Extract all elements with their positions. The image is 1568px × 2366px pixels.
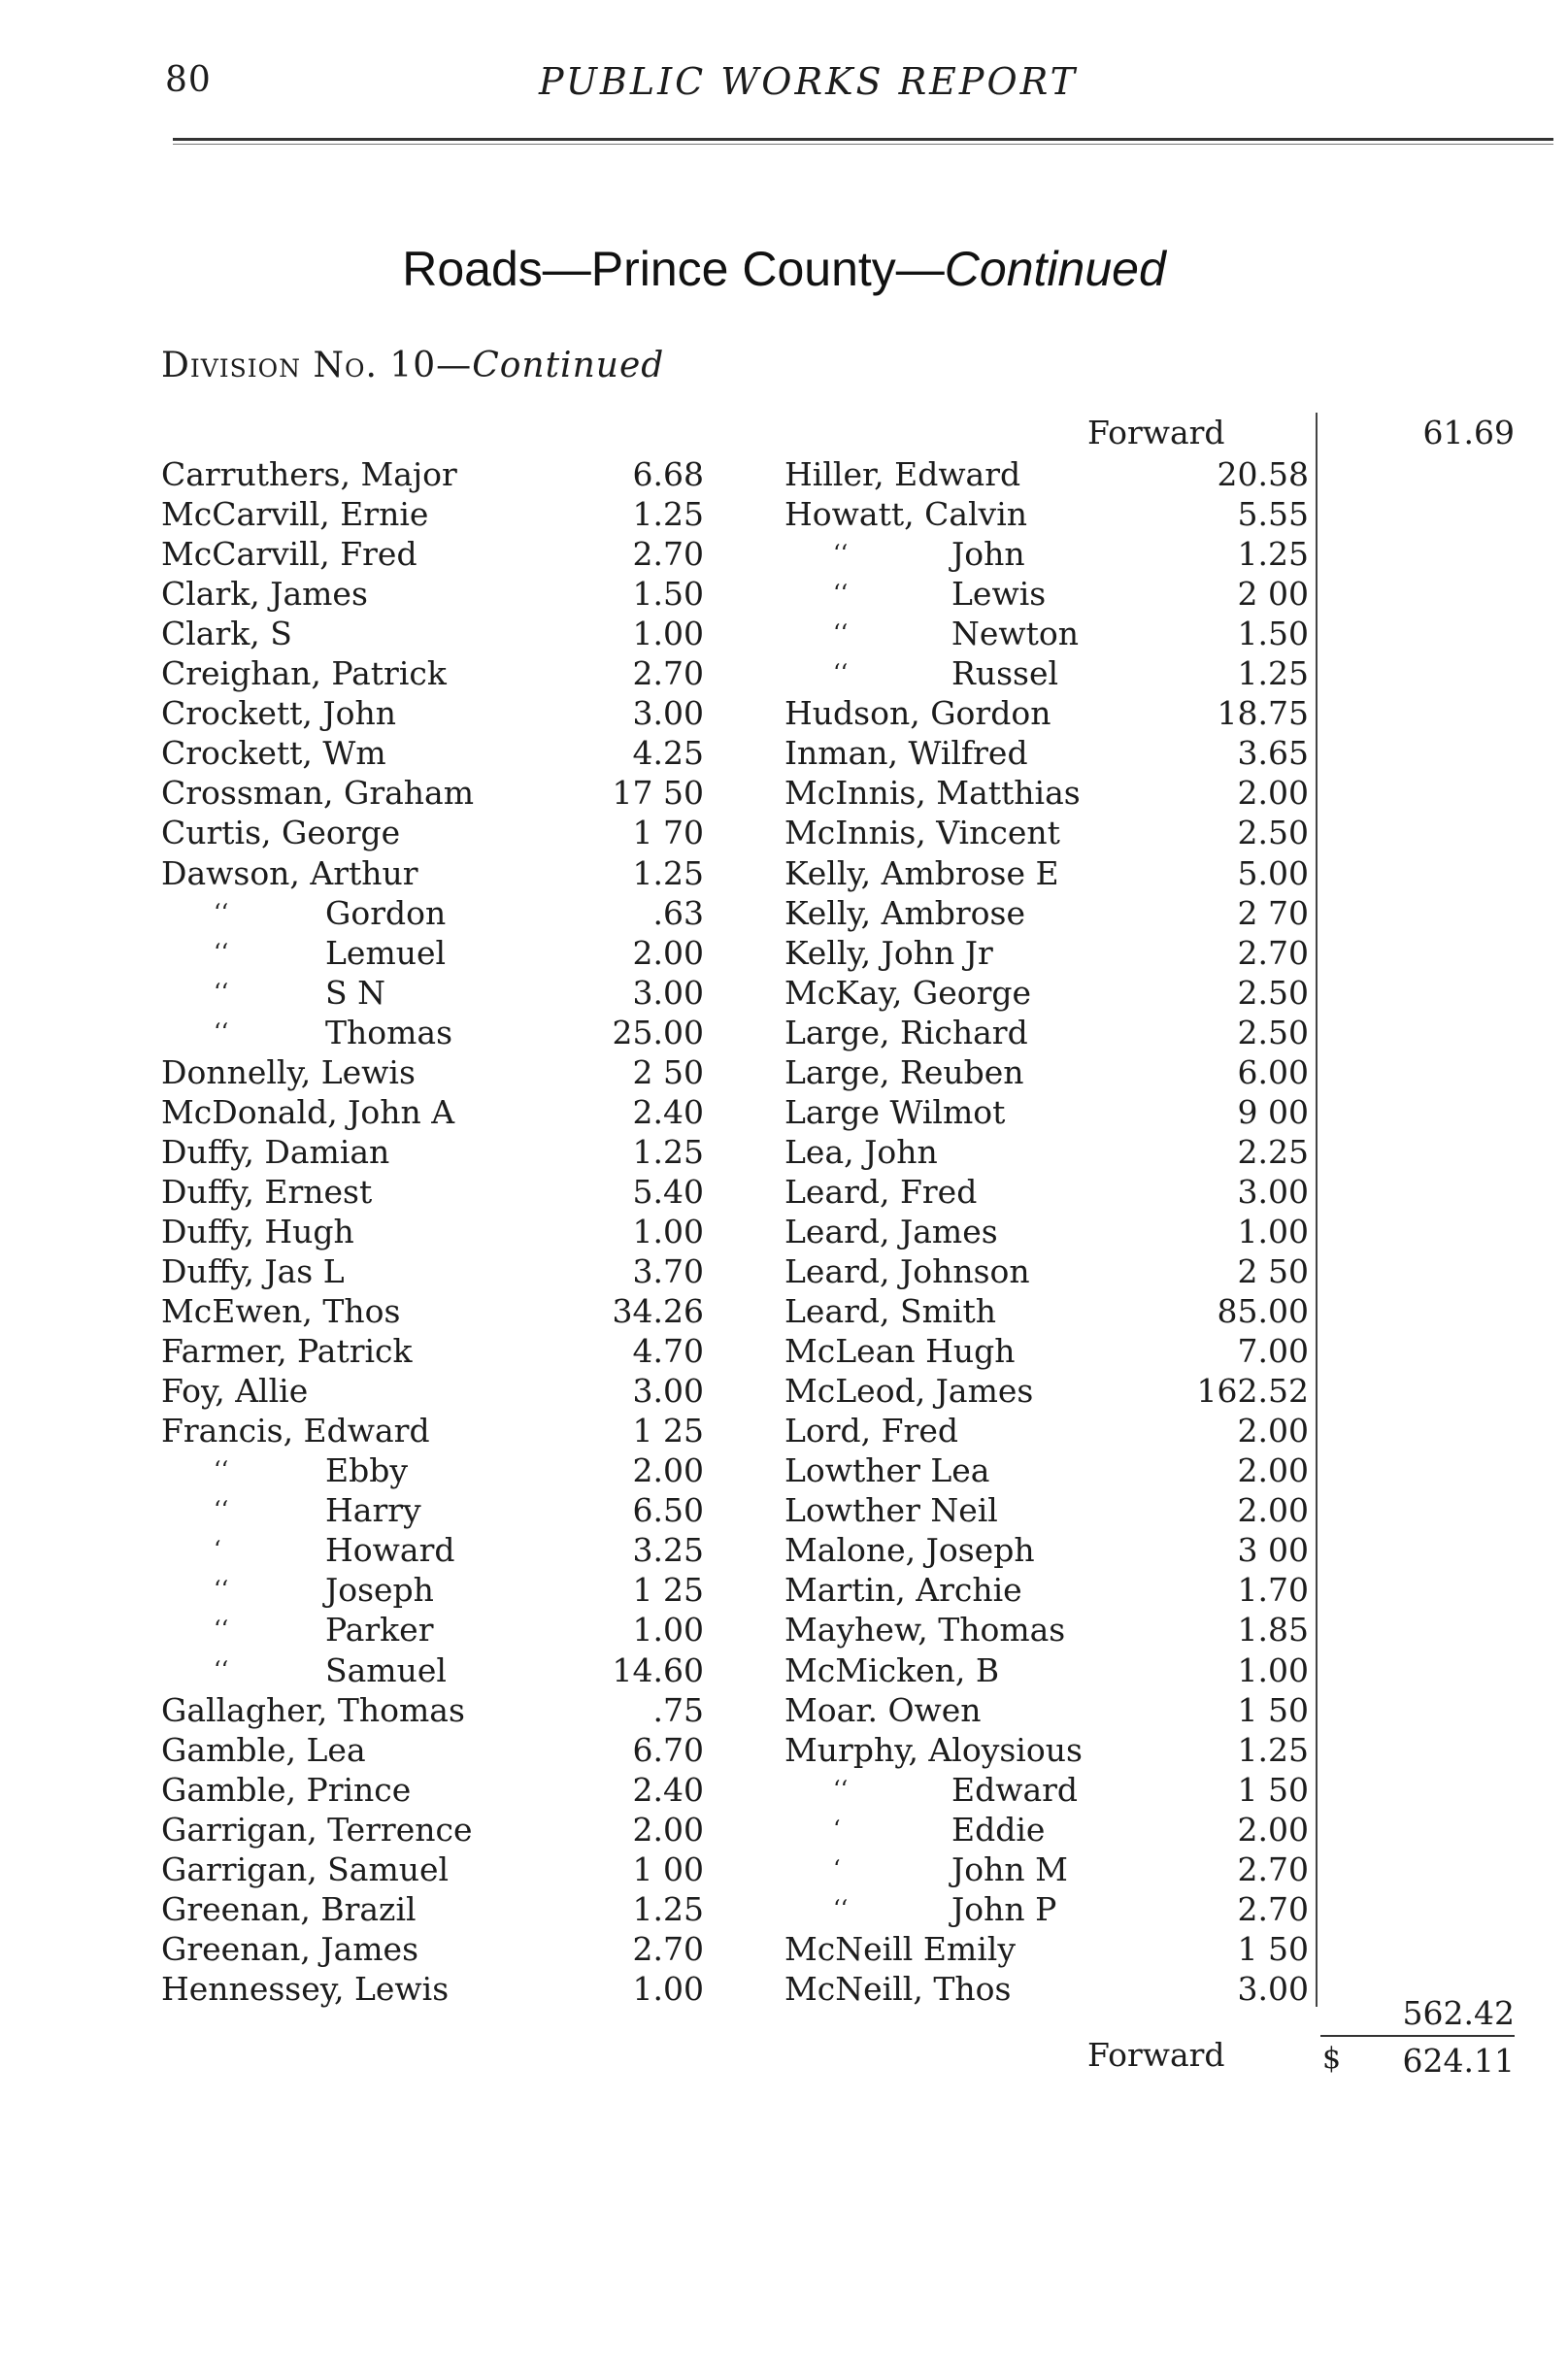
entry-given-name: Russel	[951, 654, 1059, 692]
entry-name: Crockett, John	[161, 694, 397, 732]
entry-name: Clark, S	[161, 615, 292, 652]
entry-given-name: Thomas	[325, 1014, 453, 1051]
entry-amount: 6.68	[632, 455, 704, 493]
entry-amount: 2.00	[1237, 1811, 1309, 1849]
entry-amount: 2.70	[1237, 1850, 1309, 1888]
ditto-mark: ‘‘	[214, 1018, 229, 1046]
entry-name: Duffy, Ernest	[161, 1173, 373, 1211]
entry-amount: 2.70	[632, 535, 704, 573]
entry-amount: 2.00	[632, 1811, 704, 1849]
entry-amount: 5.40	[632, 1173, 704, 1211]
entry-amount: 2.25	[1237, 1133, 1309, 1171]
entry-amount: 5.00	[1237, 854, 1309, 892]
entry-amount: .63	[652, 894, 704, 932]
entry-amount: 17 50	[612, 774, 704, 812]
running-head: PUBLIC WORKS REPORT	[539, 60, 1078, 103]
entry-amount: 2 70	[1237, 894, 1309, 932]
entry-name: McCarvill, Fred	[161, 535, 417, 573]
entry-given-name: Eddie	[951, 1811, 1046, 1849]
entry-name: Howatt, Calvin	[784, 495, 1027, 533]
amount-column-rule	[1316, 413, 1318, 2007]
entry-name: Duffy, Hugh	[161, 1213, 354, 1250]
entry-name: Large, Richard	[784, 1014, 1028, 1051]
ditto-mark: ‘‘	[833, 540, 849, 567]
entry-name: McNeill, Thos	[784, 1970, 1012, 2008]
entry-amount: 1.85	[1237, 1611, 1309, 1649]
entry-amount: 1 50	[1237, 1771, 1309, 1809]
entry-given-name: Lewis	[951, 575, 1047, 613]
ditto-mark: ‘	[833, 1855, 841, 1883]
entry-name: Foy, Allie	[161, 1372, 309, 1410]
division-continued: Continued	[472, 346, 665, 385]
entry-given-name: Howard	[325, 1531, 455, 1569]
entry-amount: .75	[652, 1691, 704, 1729]
entry-name: Moar. Owen	[784, 1691, 982, 1729]
entry-amount: 1 50	[1237, 1691, 1309, 1729]
entry-name: Leard, Fred	[784, 1173, 978, 1211]
forward-bottom-value: 624.11	[1402, 2042, 1515, 2080]
entry-amount: 6.70	[632, 1731, 704, 1769]
entry-amount: 2.70	[632, 654, 704, 692]
division-heading	[161, 346, 664, 385]
entry-amount: 3.65	[1237, 734, 1309, 772]
entry-name: McKay, George	[784, 974, 1032, 1012]
entry-amount: 25.00	[612, 1014, 704, 1051]
entry-name: Duffy, Jas L	[161, 1252, 345, 1290]
ditto-mark: ‘	[214, 1536, 221, 1563]
entry-name: McDonald, John A	[161, 1093, 455, 1131]
entry-name: Martin, Archie	[784, 1571, 1022, 1609]
entry-amount: 1.50	[632, 575, 704, 613]
entry-amount: 1.00	[632, 1611, 704, 1649]
entry-name: Duffy, Damian	[161, 1133, 390, 1171]
entry-amount: 1 25	[632, 1571, 704, 1609]
ditto-mark: ‘‘	[214, 939, 229, 966]
entry-name: Francis, Edward	[161, 1412, 430, 1450]
entry-amount: 1.25	[632, 495, 704, 533]
entry-amount: 1.50	[1237, 615, 1309, 652]
entry-name: Gamble, Lea	[161, 1731, 366, 1769]
ditto-mark: ‘‘	[214, 979, 229, 1006]
entry-amount: 6.50	[632, 1491, 704, 1529]
entry-amount: 3.00	[632, 1372, 704, 1410]
entry-name: Dawson, Arthur	[161, 854, 418, 892]
entry-name: Kelly, Ambrose E	[784, 854, 1059, 892]
entry-amount: 1.00	[1237, 1213, 1309, 1250]
entry-given-name: John	[951, 535, 1025, 573]
ditto-mark: ‘‘	[214, 1656, 229, 1683]
entry-amount: 3.00	[632, 974, 704, 1012]
entry-amount: 4.25	[632, 734, 704, 772]
entry-amount: 3.00	[632, 694, 704, 732]
entry-name: Hudson, Gordon	[784, 694, 1051, 732]
entry-name: Hennessey, Lewis	[161, 1970, 450, 2008]
entry-amount: 14.60	[612, 1651, 704, 1689]
entry-amount: 1.25	[632, 1133, 704, 1171]
entry-name: Leard, James	[784, 1213, 998, 1250]
title-continued: Continued	[944, 242, 1166, 296]
ditto-mark: ‘‘	[214, 1496, 229, 1523]
entry-name: Malone, Joseph	[784, 1531, 1035, 1569]
ditto-mark: ‘‘	[833, 1776, 849, 1803]
entry-amount: 2.00	[1237, 774, 1309, 812]
entry-amount: 1.00	[632, 615, 704, 652]
entry-name: Carruthers, Major	[161, 455, 457, 493]
entry-amount: 2.00	[632, 934, 704, 972]
entry-amount: 1.25	[1237, 535, 1309, 573]
ditto-mark: ‘‘	[214, 1456, 229, 1483]
entry-amount: 3.00	[1237, 1173, 1309, 1211]
division-label: Division No. 10—	[161, 346, 473, 385]
column-subtotal: 562.42	[1402, 1994, 1515, 2032]
entry-amount: 1.25	[632, 854, 704, 892]
entry-amount: 85.00	[1217, 1292, 1309, 1330]
entry-name: McCarvill, Ernie	[161, 495, 429, 533]
entry-name: Kelly, Ambrose	[784, 894, 1025, 932]
entry-given-name: S N	[325, 974, 385, 1012]
entry-amount: 1 00	[632, 1850, 704, 1888]
ditto-mark: ‘‘	[833, 1895, 849, 1922]
entry-given-name: Lemuel	[325, 934, 447, 972]
entry-name: McEwen, Thos	[161, 1292, 401, 1330]
ditto-mark: ‘‘	[833, 580, 849, 607]
entry-amount: 1.25	[632, 1890, 704, 1928]
entry-amount: 1.70	[1237, 1571, 1309, 1609]
entry-amount: 1.00	[632, 1970, 704, 2008]
entry-name: Crockett, Wm	[161, 734, 386, 772]
entry-amount: 1.25	[1237, 1731, 1309, 1769]
entry-given-name: Gordon	[325, 894, 447, 932]
entry-amount: 2.00	[632, 1451, 704, 1489]
entry-name: Curtis, George	[161, 814, 401, 851]
entry-name: Leard, Johnson	[784, 1252, 1030, 1290]
ditto-mark: ‘	[833, 1816, 841, 1843]
entry-given-name: Harry	[325, 1491, 421, 1529]
entry-amount: 162.52	[1196, 1372, 1309, 1410]
entry-amount: 2.40	[632, 1771, 704, 1809]
entry-given-name: Joseph	[325, 1571, 434, 1609]
entry-name: Leard, Smith	[784, 1292, 996, 1330]
header-rule	[173, 138, 1553, 145]
entry-name: Farmer, Patrick	[161, 1332, 413, 1370]
entry-amount: 1 50	[1237, 1930, 1309, 1968]
entry-amount: 34.26	[612, 1292, 704, 1330]
entry-name: Donnelly, Lewis	[161, 1053, 416, 1091]
entry-name: Gallagher, Thomas	[161, 1691, 465, 1729]
forward-top-value: 61.69	[1422, 414, 1515, 451]
entry-amount: 2.00	[1237, 1491, 1309, 1529]
entry-amount: 2.50	[1237, 1014, 1309, 1051]
ditto-mark: ‘‘	[833, 659, 849, 686]
entry-name: Large Wilmot	[784, 1093, 1006, 1131]
entry-name: Inman, Wilfred	[784, 734, 1028, 772]
entry-name: Mayhew, Thomas	[784, 1611, 1066, 1649]
ditto-mark: ‘‘	[833, 619, 849, 647]
entry-given-name: John P	[951, 1890, 1057, 1928]
entry-given-name: Parker	[325, 1611, 434, 1649]
entry-given-name: Samuel	[325, 1651, 447, 1689]
entry-amount: 1.00	[632, 1213, 704, 1250]
entry-amount: 2.70	[632, 1930, 704, 1968]
entry-name: Lowther Neil	[784, 1491, 998, 1529]
ditto-mark: ‘‘	[214, 899, 229, 926]
entry-amount: 2 50	[1237, 1252, 1309, 1290]
entry-name: Murphy, Aloysious	[784, 1731, 1083, 1769]
entry-amount: 7.00	[1237, 1332, 1309, 1370]
entry-amount: 2 50	[632, 1053, 704, 1091]
page-title	[0, 241, 1568, 297]
entry-amount: 1.25	[1237, 654, 1309, 692]
entry-amount: 1.00	[1237, 1651, 1309, 1689]
entry-given-name: John M	[951, 1850, 1068, 1888]
entry-amount: 3.25	[632, 1531, 704, 1569]
entry-amount: 2.00	[1237, 1412, 1309, 1450]
entry-amount: 20.58	[1217, 455, 1309, 493]
entry-amount: 2.50	[1237, 974, 1309, 1012]
entry-amount: 1 70	[632, 814, 704, 851]
dollar-sign: $	[1322, 2042, 1342, 2076]
entry-amount: 2 00	[1237, 575, 1309, 613]
entry-name: McMicken, B	[784, 1651, 1000, 1689]
entry-name: Clark, James	[161, 575, 368, 613]
entry-name: Gamble, Prince	[161, 1771, 412, 1809]
entry-amount: 3.70	[632, 1252, 704, 1290]
entry-name: Lea, John	[784, 1133, 938, 1171]
entry-name: Greenan, James	[161, 1930, 419, 1968]
entry-amount: 9 00	[1237, 1093, 1309, 1131]
entry-amount: 2.50	[1237, 814, 1309, 851]
entry-amount: 6.00	[1237, 1053, 1309, 1091]
entry-name: Garrigan, Terrence	[161, 1811, 473, 1849]
entry-amount: 2.70	[1237, 934, 1309, 972]
entry-amount: 2.70	[1237, 1890, 1309, 1928]
entry-name: Lowther Lea	[784, 1451, 990, 1489]
entry-name: Crossman, Graham	[161, 774, 474, 812]
entry-amount: 1 25	[632, 1412, 704, 1450]
entry-name: McLeod, James	[784, 1372, 1034, 1410]
ditto-mark: ‘‘	[214, 1616, 229, 1643]
entry-given-name: Edward	[951, 1771, 1079, 1809]
entry-name: Greenan, Brazil	[161, 1890, 417, 1928]
entry-name: Hiller, Edward	[784, 455, 1021, 493]
forward-top-label: Forward	[1087, 414, 1225, 451]
forward-bottom-label: Forward	[1087, 2036, 1225, 2074]
entry-amount: 2.00	[1237, 1451, 1309, 1489]
entry-amount: 4.70	[632, 1332, 704, 1370]
entry-amount: 5.55	[1237, 495, 1309, 533]
entry-name: McInnis, Matthias	[784, 774, 1081, 812]
title-main: Roads—Prince County—	[402, 242, 945, 296]
entry-name: Lord, Fred	[784, 1412, 958, 1450]
entry-name: Kelly, John Jr	[784, 934, 993, 972]
entry-name: McLean Hugh	[784, 1332, 1016, 1370]
entry-name: Large, Reuben	[784, 1053, 1024, 1091]
entry-amount: 3 00	[1237, 1531, 1309, 1569]
total-rule	[1320, 2035, 1515, 2037]
page-number: 80	[165, 60, 212, 100]
ditto-mark: ‘‘	[214, 1576, 229, 1603]
entry-name: McNeill Emily	[784, 1930, 1016, 1968]
entry-name: McInnis, Vincent	[784, 814, 1060, 851]
entry-given-name: Ebby	[325, 1451, 408, 1489]
entry-amount: 2.40	[632, 1093, 704, 1131]
entry-given-name: Newton	[951, 615, 1080, 652]
entry-name: Creighan, Patrick	[161, 654, 447, 692]
entry-amount: 3.00	[1237, 1970, 1309, 2008]
entry-name: Garrigan, Samuel	[161, 1850, 450, 1888]
entry-amount: 18.75	[1217, 694, 1309, 732]
